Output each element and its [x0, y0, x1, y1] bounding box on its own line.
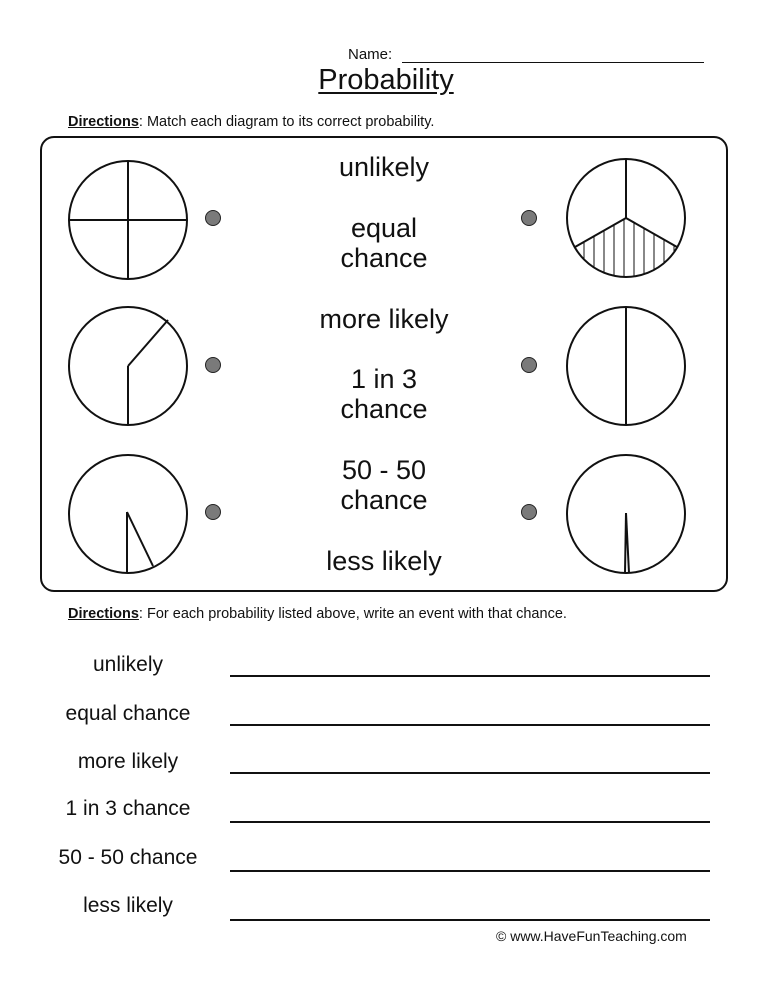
choice-50-50-chance: 50 - 50 chance: [340, 455, 428, 515]
write-line-1-in-3-chance[interactable]: [230, 821, 710, 823]
sliver-sector-circle-diagram: [564, 452, 688, 576]
match-dot-left-1[interactable]: [205, 210, 221, 226]
match-dot-right-3[interactable]: [521, 504, 537, 520]
write-label-unlikely: unlikely: [92, 653, 164, 676]
choice-equal-chance: equal chance: [340, 213, 428, 273]
name-label: Name:: [348, 46, 393, 63]
write-label-50-50-chance: 50 - 50 chance: [58, 846, 198, 869]
match-dot-left-3[interactable]: [205, 504, 221, 520]
directions-label: Directions: [68, 114, 139, 130]
write-label-1-in-3-chance: 1 in 3 chance: [65, 797, 191, 820]
thin-sector-circle-diagram: [66, 452, 190, 576]
name-input-line[interactable]: [402, 62, 704, 63]
match-dot-right-1[interactable]: [521, 210, 537, 226]
directions-text: : For each probability listed above, write an event with that chance.: [138, 606, 567, 622]
write-label-more-likely: more likely: [77, 750, 179, 773]
write-line-more-likely[interactable]: [230, 772, 710, 774]
directions-match: [68, 114, 434, 130]
choice-less-likely: less likely: [326, 546, 442, 576]
directions-write: [68, 606, 567, 622]
halves-circle-diagram: [564, 304, 688, 428]
choice-unlikely: unlikely: [338, 152, 430, 182]
match-dot-right-2[interactable]: [521, 357, 537, 373]
write-line-less-likely[interactable]: [230, 919, 710, 921]
directions-label: Directions: [68, 606, 139, 622]
write-label-less-likely: less likely: [83, 894, 173, 917]
choice-more-likely: more likely: [319, 304, 449, 334]
page-title: Probability: [318, 64, 454, 96]
directions-text: : Match each diagram to its correct probability.: [138, 114, 435, 130]
large-sector-circle-diagram: [66, 304, 190, 428]
copyright-text: © www.HaveFunTeaching.com: [496, 928, 687, 944]
write-line-unlikely[interactable]: [230, 675, 710, 677]
thirds-circle-diagram: [564, 156, 688, 280]
write-label-equal-chance: equal chance: [65, 702, 191, 725]
choice-1-in-3-chance: 1 in 3 chance: [340, 364, 428, 424]
quartered-circle-diagram: [66, 158, 190, 282]
match-dot-left-2[interactable]: [205, 357, 221, 373]
write-line-equal-chance[interactable]: [230, 724, 710, 726]
write-line-50-50-chance[interactable]: [230, 870, 710, 872]
